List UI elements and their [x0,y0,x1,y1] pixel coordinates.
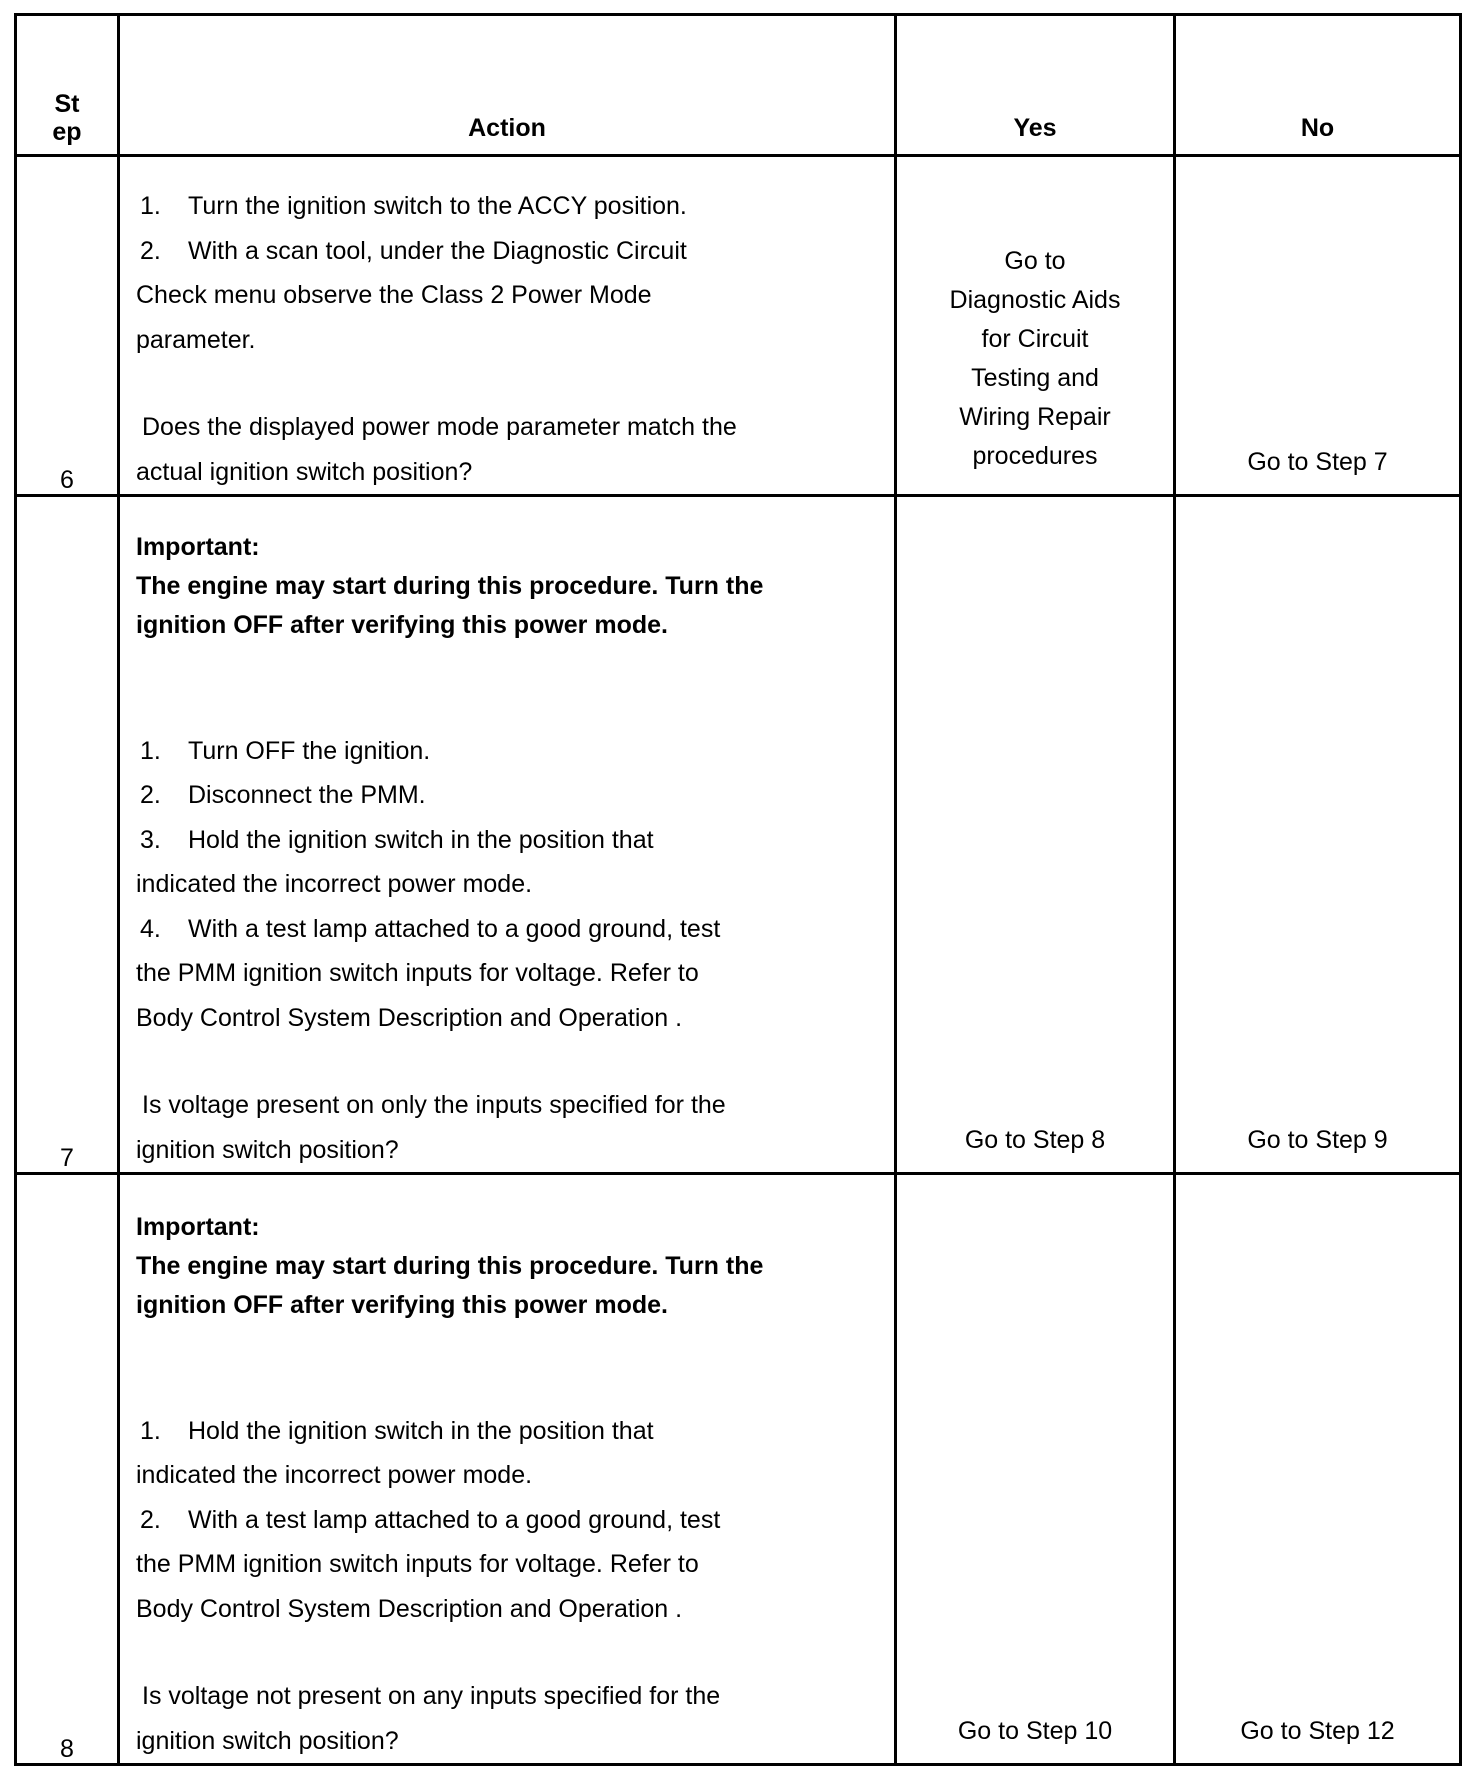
action-cell [119,156,896,496]
list-item [136,229,874,274]
list-text-cont: Body Control System Description and Operation . [136,1594,683,1623]
list-number: 3. [140,825,161,854]
yes-line: Diagnostic Aids [949,286,1121,314]
table-header-row [16,15,1461,156]
list-text-cont: the PMM ignition switch inputs for voltage. Refer to [136,1550,699,1578]
list-text: Disconnect the PMM. [188,781,426,809]
header-step [16,15,119,156]
header-step-line1: St [54,90,80,118]
list-text-cont: indicated the incorrect power mode. [136,1461,533,1489]
important-text: ignition OFF after verifying this power mode. [136,1290,668,1319]
list-text-cont: Check menu observe the Class 2 Power Mode [136,281,652,309]
step-number: 8 [16,1174,119,1765]
list-item [136,773,874,818]
list-text: With a scan tool, under the Diagnostic Circuit [188,236,687,265]
yes-cell: Go to Step 8 [896,496,1175,1174]
question-text: ignition switch position? [136,1135,399,1164]
list-text: Turn OFF the ignition. [188,736,431,765]
yes-cell [896,156,1175,496]
list-text: Hold the ignition switch in the position that [188,825,654,854]
list-number: 2. [140,1505,161,1534]
question-text: actual ignition switch position? [136,457,473,486]
list-text: Turn the ignition switch to the ACCY position. [188,192,687,220]
no-cell: Go to Step 7 [1175,156,1461,496]
step-number: 7 [16,496,119,1174]
header-yes: Yes [896,15,1175,156]
important-label: Important: [136,532,260,561]
list-number: 4. [140,914,161,943]
list-item [136,729,874,774]
list-text: With a test lamp attached to a good ground, test [188,1505,721,1534]
list-number: 1. [140,1416,161,1445]
yes-line: for Circuit [981,325,1089,353]
list-item [136,184,874,229]
header-step-line2: ep [52,117,82,146]
action-cell [119,496,896,1174]
yes-cell: Go to Step 10 [896,1174,1175,1765]
diagnostic-table [14,13,1462,1766]
list-text-cont: the PMM ignition switch inputs for voltage. Refer to [136,959,699,987]
important-text: The engine may start during this procedure. Turn the [136,571,764,600]
question-text: Is voltage present on only the inputs specified for the [142,1091,726,1119]
no-cell: Go to Step 9 [1175,496,1461,1174]
step-number: 6 [16,156,119,496]
question-text: ignition switch position? [136,1726,399,1755]
table-row [16,1174,1461,1765]
important-text: The engine may start during this procedure. Turn the [136,1251,764,1280]
yes-text-block [897,242,1173,476]
list-number: 1. [140,192,161,220]
list-text: With a test lamp attached to a good ground, test [188,914,721,943]
list-text-cont: Body Control System Description and Operation . [136,1003,683,1032]
list-number: 2. [140,781,161,809]
list-item [136,907,874,952]
header-no: No [1175,15,1461,156]
list-number: 1. [140,736,161,765]
list-text-cont: parameter. [136,325,256,354]
list-number: 2. [140,236,161,265]
action-cell [119,1174,896,1765]
question-text: Is voltage not present on any inputs specified for the [142,1682,721,1710]
yes-line: procedures [972,442,1098,470]
list-text: Hold the ignition switch in the position that [188,1416,654,1445]
list-item [136,1498,874,1543]
table-row [16,156,1461,496]
important-text: ignition OFF after verifying this power mode. [136,610,668,639]
header-action: Action [119,15,896,156]
table-row [16,496,1461,1174]
list-item [136,818,874,863]
no-cell: Go to Step 12 [1175,1174,1461,1765]
yes-line: Go to [1004,247,1066,275]
question-text: Does the displayed power mode parameter match the [142,413,737,441]
list-item [136,1409,874,1454]
important-label: Important: [136,1212,260,1241]
list-text-cont: indicated the incorrect power mode. [136,870,533,898]
yes-line: Wiring Repair [959,403,1111,431]
yes-line: Testing and [971,364,1099,392]
